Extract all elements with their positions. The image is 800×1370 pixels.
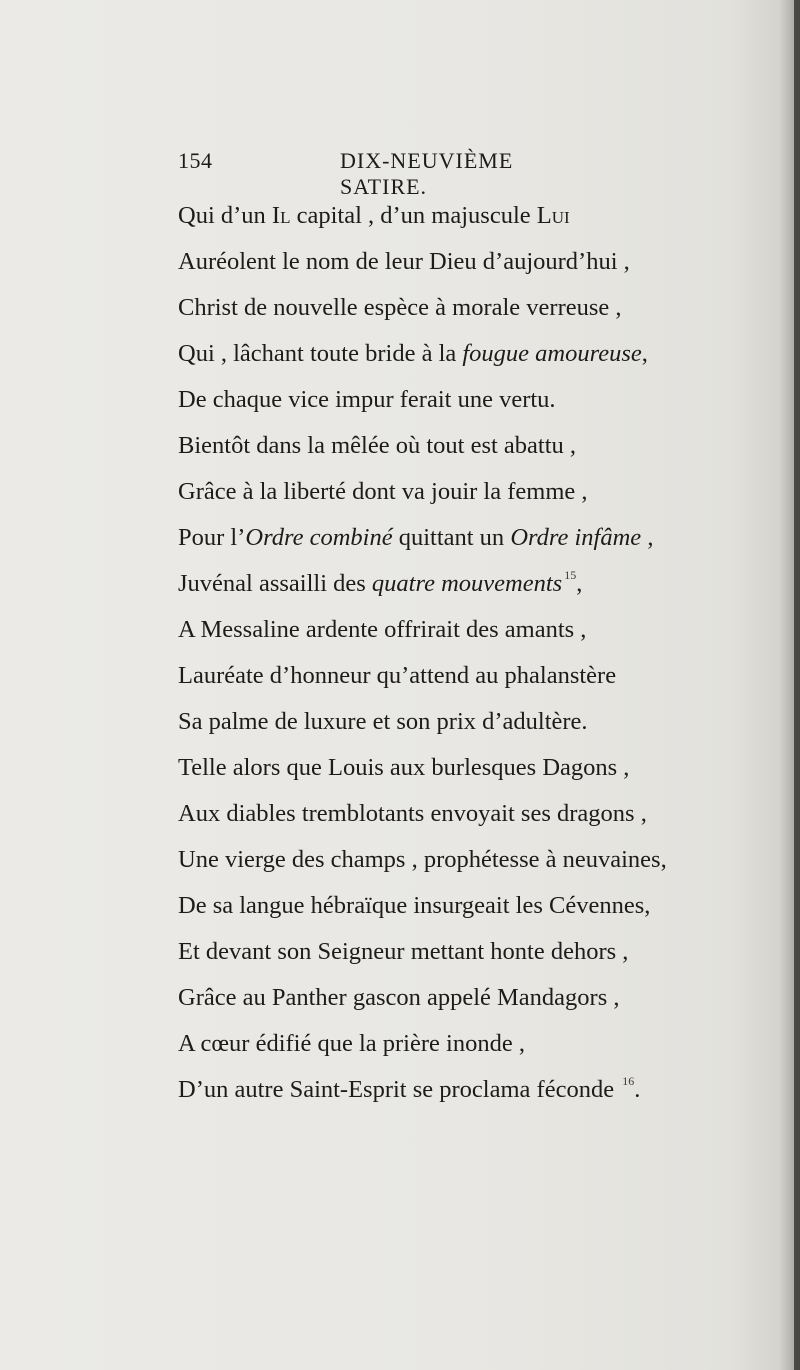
- verse-line: [178, 290, 718, 336]
- verse-line: [178, 888, 718, 934]
- verse-text: A cœur édifié que la prière inonde ,: [178, 1030, 525, 1057]
- verse-text: De chaque vice impur ferait une vertu.: [178, 386, 556, 413]
- page-number: 154: [178, 148, 213, 173]
- verse-line: [178, 382, 718, 428]
- verse-line: [178, 612, 718, 658]
- italic-phrase: quatre mouvements: [371, 570, 563, 597]
- verse-line: [178, 980, 718, 1026]
- verse-text: Qui , lâchant toute bride à la: [178, 340, 463, 367]
- verse-text: Christ de nouvelle espèce à morale verreuse ,: [178, 294, 622, 321]
- running-title: DIX-NEUVIÈME SATIRE.: [340, 148, 514, 199]
- verse-text: quittant un: [392, 524, 511, 551]
- verse-line: [178, 428, 718, 474]
- verse-line: [178, 658, 718, 704]
- verse-text: ,: [641, 524, 654, 551]
- poem-text: [178, 198, 718, 1118]
- page-shadow: [730, 0, 800, 1370]
- verse-line: [178, 244, 718, 290]
- verse-text: Grâce à la liberté dont va jouir la femme ,: [178, 478, 588, 505]
- italic-phrase: Ordre combiné: [245, 524, 393, 551]
- italic-phrase: Ordre infâme: [510, 524, 642, 551]
- verse-line: [178, 520, 718, 566]
- verse-text: Qui d’un: [178, 202, 272, 229]
- verse-line: [178, 750, 718, 796]
- small-caps-word: Lui: [536, 202, 570, 229]
- page-header: [178, 148, 598, 199]
- verse-line: [178, 1072, 718, 1118]
- verse-line: [178, 336, 718, 382]
- verse-text: ,: [641, 340, 648, 367]
- verse-text: De sa langue hébraïque insurgeait les Cévennes,: [178, 892, 651, 919]
- footnote-marker: 15: [564, 568, 577, 582]
- verse-line: [178, 934, 718, 980]
- page-edge: [794, 0, 800, 1370]
- verse-text: Telle alors que Louis aux burlesques Dagons ,: [178, 754, 630, 781]
- verse-text: Lauréate d’honneur qu’attend au phalanstère: [178, 662, 617, 689]
- verse-text: Grâce au Panther gascon appelé Mandagors ,: [178, 984, 620, 1011]
- verse-text: Pour l’: [178, 524, 246, 551]
- verse-text: ,: [576, 570, 583, 597]
- verse-line: [178, 704, 718, 750]
- verse-line: [178, 474, 718, 520]
- italic-phrase: fougue amoureuse: [462, 340, 642, 367]
- verse-text: A Messaline ardente offrirait des amants ,: [178, 616, 587, 643]
- verse-text: D’un autre Saint-Esprit se proclama féconde: [178, 1076, 621, 1103]
- small-caps-word: Il: [271, 202, 291, 229]
- verse-text: Sa palme de luxure et son prix d’adultère.: [178, 708, 588, 735]
- footnote-marker: 16: [622, 1074, 635, 1088]
- verse-text: Juvénal assailli des: [178, 570, 372, 597]
- verse-line: [178, 796, 718, 842]
- verse-text: Aux diables tremblotants envoyait ses dragons ,: [178, 800, 647, 827]
- verse-text: Auréolent le nom de leur Dieu d’aujourd’hui ,: [178, 248, 630, 275]
- verse-line: [178, 1026, 718, 1072]
- verse-line: [178, 842, 718, 888]
- verse-line: [178, 566, 718, 612]
- verse-line: [178, 198, 718, 244]
- verse-text: Bientôt dans la mêlée où tout est abattu ,: [178, 432, 577, 459]
- verse-text: capital , d’un majuscule: [290, 202, 537, 229]
- verse-text: Et devant son Seigneur mettant honte dehors ,: [178, 938, 629, 965]
- verse-text: .: [634, 1076, 641, 1103]
- verse-text: Une vierge des champs , prophétesse à neuvaines,: [178, 846, 667, 873]
